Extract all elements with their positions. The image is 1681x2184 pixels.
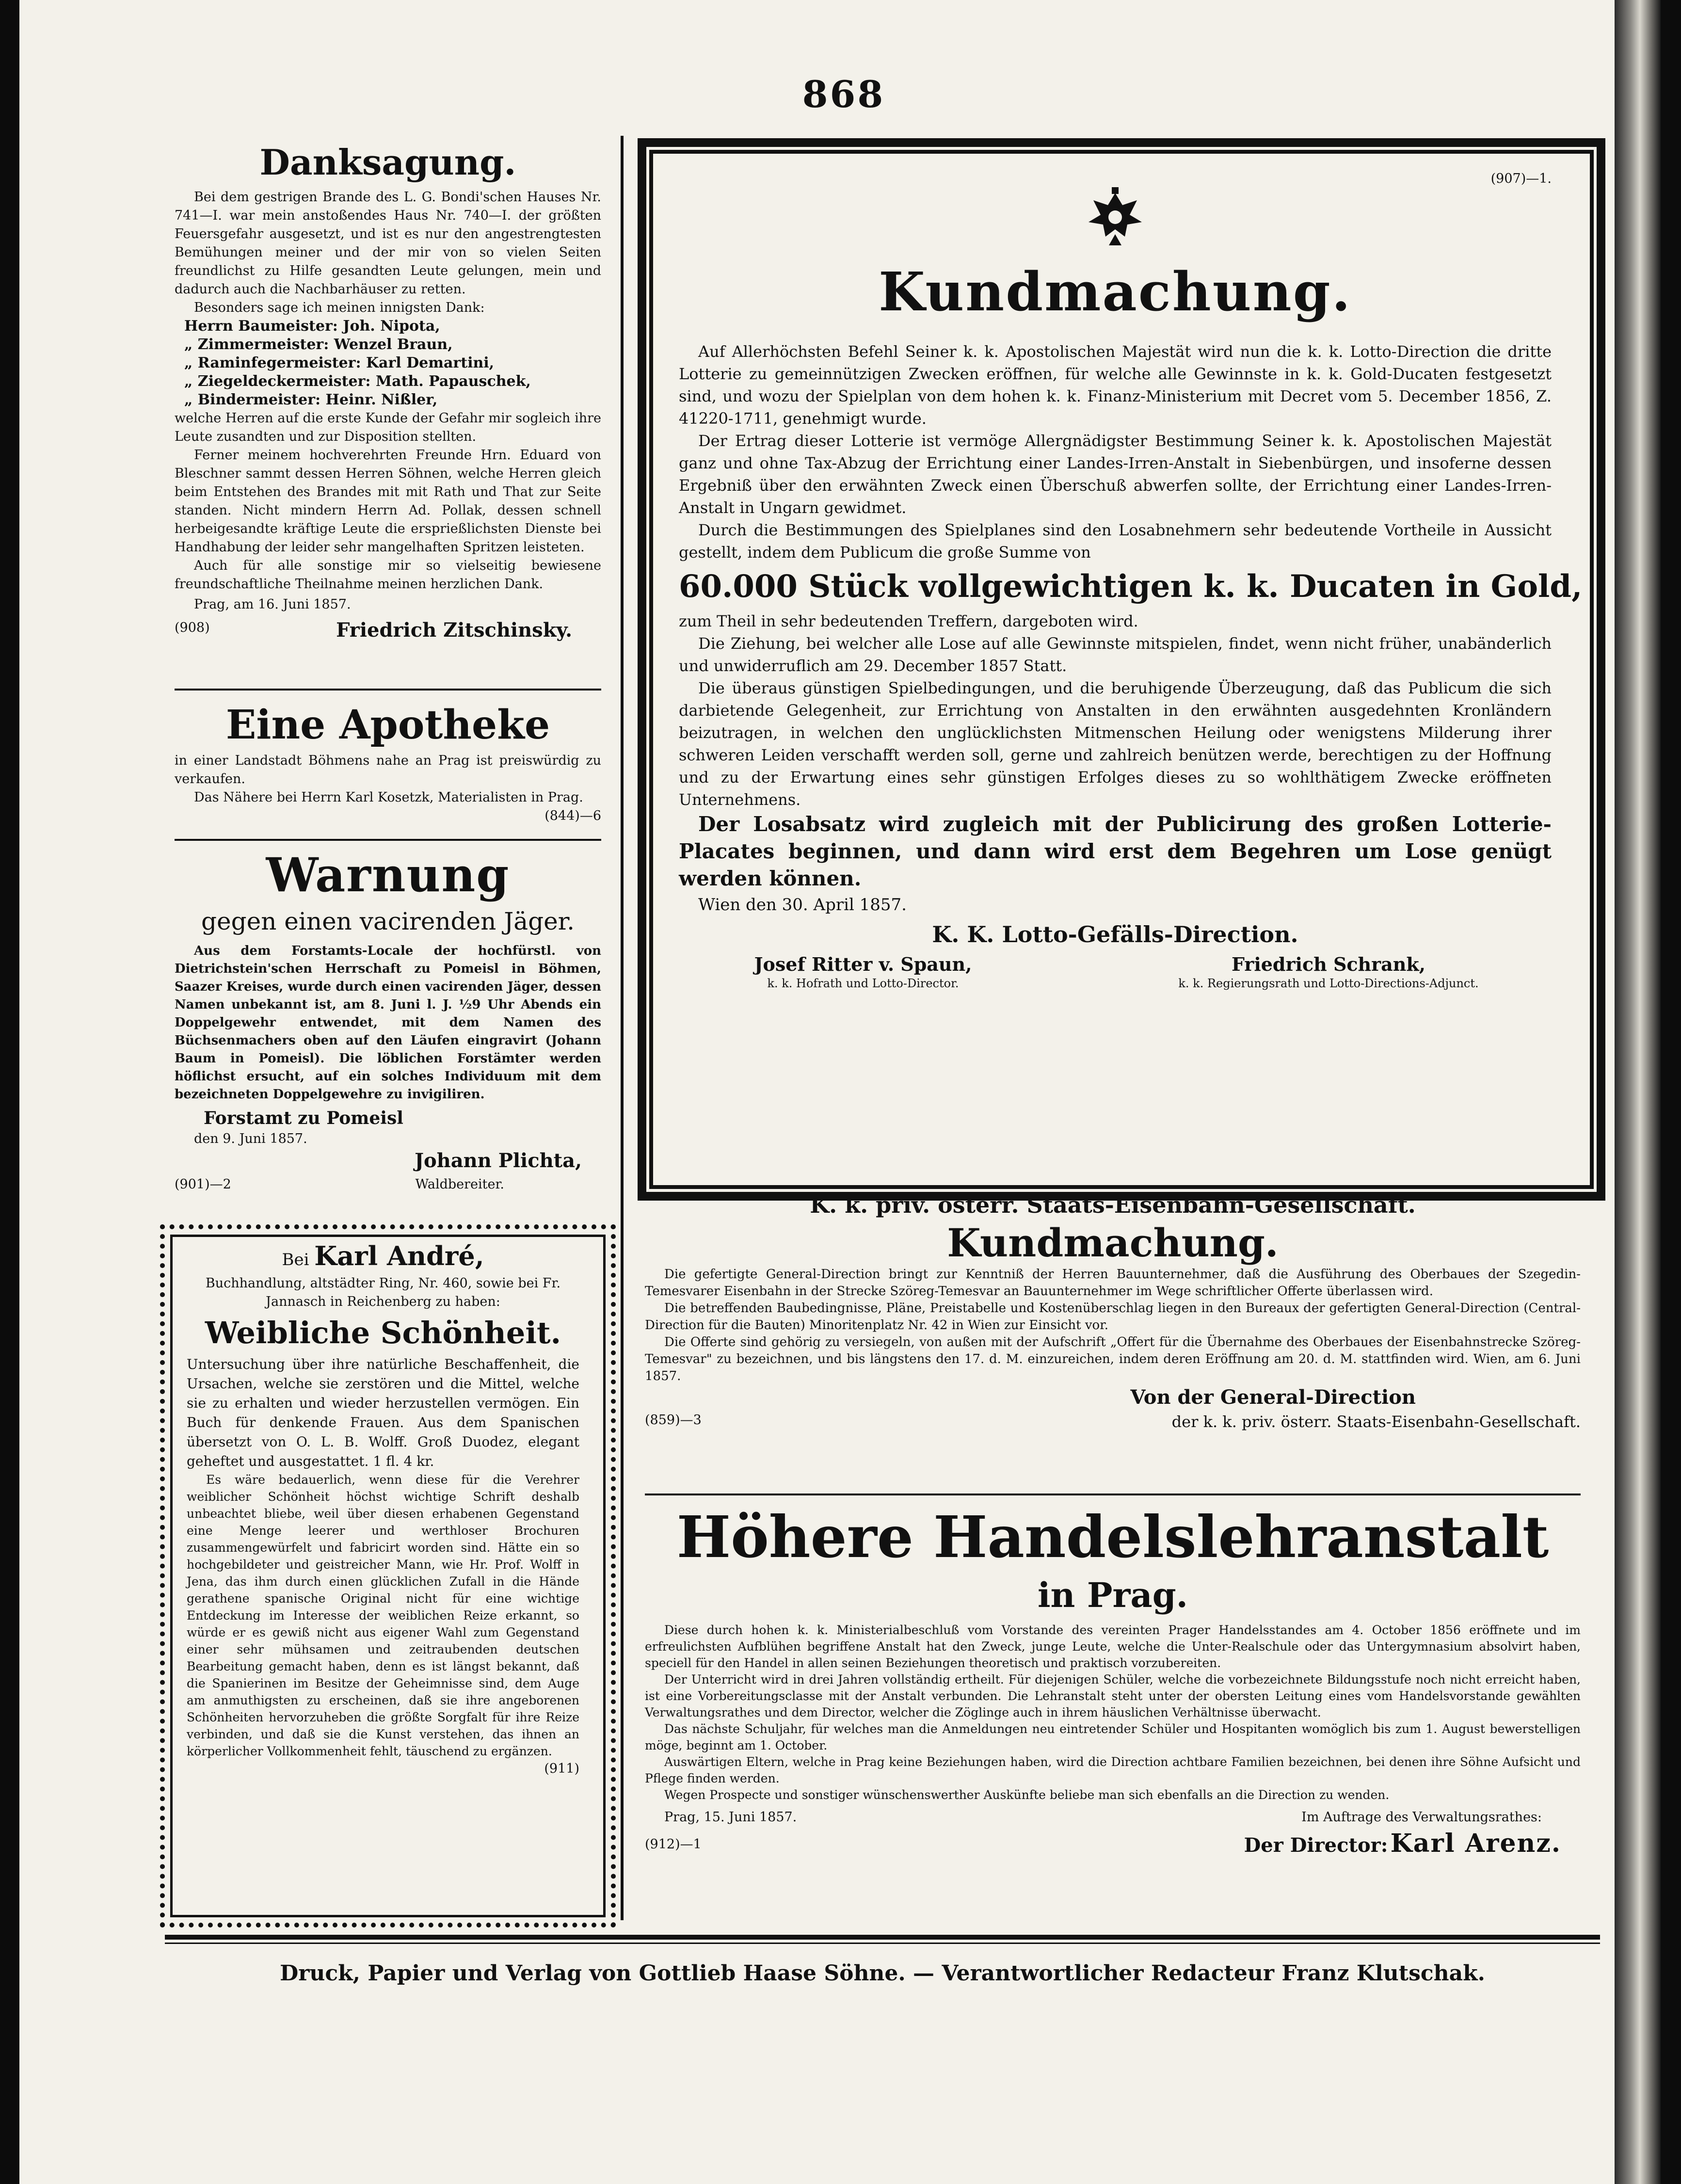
andre-ref: (911) (544, 1761, 579, 1776)
handel-p4: Auswärtigen Eltern, welche in Prag keine Beziehungen haben, wird die Direction achtbare Familien bezeichnen, bei denen ihre Söhne Aufsicht und Pflege finden werden. (645, 1755, 1581, 1785)
andre-title: Weibliche Schönheit. (205, 1315, 561, 1350)
handel-date: Prag, 15. Juni 1857. (664, 1810, 797, 1825)
page-number: 868 (802, 73, 885, 116)
lotto-p4: zum Theil in sehr bedeutenden Treffern, dargeboten wird. (679, 612, 1138, 630)
railway-announcement (645, 1190, 1581, 1432)
lotto-p5: Die Ziehung, bei welcher alle Lose auf alle Gewinnste mitspielen, findet, wenn nicht früher, unabänderlich und unwiderruflich am 29. December 1857 Statt. (679, 634, 1552, 675)
eagle-icon (1079, 183, 1152, 256)
warnung-date: den 9. Juni 1857. (194, 1131, 307, 1146)
newspaper-page (19, 0, 1661, 2184)
danksagung-notice (175, 141, 601, 642)
andre-body: Buchhandlung, altstädter Ring, Nr. 460, sowie bei Fr. Jannasch in Reichenberg zu haben: (205, 1276, 561, 1309)
lotto-sig1: Josef Ritter v. Spaun, (754, 953, 972, 975)
lotto-p3: Durch die Bestimmungen des Spielplanes sind den Losabnehmern sehr bedeutende Vortheile in Aussicht gestellt, indem dem Publicum die große Summe von (679, 521, 1552, 562)
railway-p3: Die Offerte sind gehörig zu versiegeln, von außen mit der Aufschrift „Offert für die Übernahme des Oberbaues der Eisenbahnstrecke Szöreg-Temesvar" zu bezeichnen, und bis längstens den 17. d. M. einzureichen, indem deren Eröffnung am 20. d. M. stattfinden wird. Wien, am 6. Juni 1857. (645, 1335, 1581, 1383)
railway-ref: (859)—3 (645, 1413, 702, 1428)
name-line: „ Ziegeldeckermeister: Math. Papauschek, (184, 373, 531, 390)
danksagung-body2: welche Herren auf die erste Kunde der Gefahr mir sogleich ihre Leute zusandten und zur Disposition stellten. (175, 411, 601, 444)
warnung-body: Aus dem Forstamts-Locale der hochfürstl. von Dietrichstein'schen Herrschaft zu Pomeisl in Böhmen, Saazer Kreises, wurde durch einen vacirenden Jäger, dessen Namen unbekannt ist, am 8. Juni l. J. ½9 Uhr Abends ein Doppelgewehr entwendet, mit dem Namen des Büchsenmachers oben auf den Läufen eingravirt (Johann Baum in Pomeisl). Die löblichen Forstämter werden höflichst ersucht, auf ein solches Individuum mit dem bezeichneten Doppelgewehre zu invigiliren. (175, 944, 601, 1102)
warnung-subtitle: gegen einen vacirenden Jäger. (201, 907, 575, 935)
danksagung-thanks-intro: Besonders sage ich meinen innigsten Dank: (194, 300, 485, 315)
handel-p3: Das nächste Schuljahr, für welches man die Anmeldungen neu eintretender Schüler und Hospitanten womöglich bis zum 1. August bewerstelligen möge, beginnt am 1. October. (645, 1722, 1581, 1752)
footer-rule (165, 1935, 1600, 1940)
andre-ad (187, 1241, 579, 1778)
andre-body2: Untersuchung über ihre natürliche Beschaffenheit, die Ursachen, welche sie zerstören und die Mittel, welche sie zu erhalten und wieder herzustellen vermögen. Ein Buch für denkende Frauen. Aus dem Spanischen übersetzt von O. L. B. Wolff. Groß Duodez, elegant geheftet und ausgestattet. 1 fl. 4 kr. (187, 1356, 579, 1469)
lotto-p1: Auf Allerhöchsten Befehl Seiner k. k. Apostolischen Majestät wird nun die k. k. Lotto-Direction die dritte Lotterie zu gemeinnützigen Zwecken eröffnen, für welche alle Gewinnste in k. k. Gold-Ducaten festgesetzt sind, und wozu der Spielplan von dem hohen k. k. Finanz-Ministerium mit Decret vom 5. December 1856, Z. 41220-1711, genehmigt wurde. (679, 342, 1552, 428)
lotto-sig2: Friedrich Schrank, (1231, 953, 1425, 975)
double-eagle-emblem (679, 183, 1552, 258)
lotto-date: Wien den 30. April 1857. (698, 895, 907, 915)
apotheke-notice (175, 698, 601, 825)
danksagung-ref: (908) (175, 620, 210, 635)
warnung-place: Forstamt zu Pomeisl (204, 1108, 403, 1128)
warnung-notice (175, 846, 601, 1194)
railway-sig2: der k. k. priv. österr. Staats-Eisenbahn-Gesellschaft. (1171, 1413, 1581, 1431)
separator (175, 689, 601, 691)
lotto-p2: Der Ertrag dieser Lotterie ist vermöge Allergnädigster Bestimmung Seiner k. k. Apostolischen Majestät ganz und ohne Tax-Abzug der Errichtung einer Landes-Irren-Anstalt in Siebenbürgen, und insoferne dessen Ergebniß über den erwähnten Zweck einen Überschuß abwerfen sollte, der Errichtung einer Landes-Irren-Anstalt in Ungarn gewidmet. (679, 432, 1552, 517)
railway-p2: Die betreffenden Baubedingnisse, Pläne, Preistabelle und Kostenüberschlag liegen in den Bureaux der gefertigten General-Direction (Central-Direction für die Bauten) Minoritenplatz Nr. 42 in Wien zur Einsicht vor. (645, 1301, 1581, 1333)
lotto-big-amount: 60.000 Stück vollgewichtigen k. k. Ducaten in Gold, (679, 568, 1583, 605)
railway-title: Kundmachung. (947, 1220, 1279, 1266)
apotheke-body: in einer Landstadt Böhmens nahe an Prag ist preiswürdig zu verkaufen. (175, 753, 601, 787)
name-line: „ Bindermeister: Heinr. Nißler, (184, 391, 438, 408)
handel-notice (645, 1501, 1581, 1858)
page-binding-edge (1615, 0, 1661, 2184)
warnung-signer-role: Waldbereiter. (415, 1177, 504, 1192)
danksagung-names (175, 317, 601, 409)
apotheke-ref: (844)—6 (544, 808, 601, 823)
handel-p5: Wegen Prospecte und sonstiger wünschenswerther Auskünfte beliebe man sich ebenfalls an die Direction zu wenden. (664, 1788, 1390, 1802)
imprint-footer: Druck, Papier und Verlag von Gottlieb Haase Söhne. — Verantwortlicher Redacteur Franz Klutschak. (280, 1961, 1485, 1986)
andre-body3: Es wäre bedauerlich, wenn diese für die Verehrer weiblicher Schönheit höchst wichtige Schrift deshalb unbeachtet bliebe, weil über diesen erhabenen Gegenstand eine Menge leerer und werthloser Brochuren zusammengewürfelt und fabricirt worden sind. Hätte ein so hochgebildeter und geistreicher Mann, wie Hr. Prof. Wolff in Jena, das ihm durch einen glücklichen Zufall in die Hände gerathene spanische Original nicht für eine wichtige Entdeckung im Interesse der weiblichen Reize erkannt, so würde er es gewiß nicht aus eigener Wahl zum Gegenstand einer sehr mühsamen und zeitraubenden deutschen Bearbeitung gemacht haben, denn es ist längst bekannt, daß die Spanierinen im Besitze der Geheimnisse sind, dem Auge am anmuthigsten zu erscheinen, daß sie ihre angeborenen Schönheiten hervorzuheben die größte Sorgfalt für ihre Reize verbinden, und daß sie die Kunst verstehen, das ihnen an körperlicher Vollkommenheit fehlt, täuschend zu ergänzen. (187, 1473, 579, 1758)
handel-subtitle: in Prag. (1037, 1575, 1188, 1615)
handel-mandate: Im Auftrage des Verwaltungsrathes: (1301, 1810, 1542, 1825)
railway-p1: Die gefertigte General-Direction bringt zur Kenntniß der Herren Bauunternehmer, daß die Ausführung des Oberbaues der Szegedin-Temesvarer Eisenbahn in der Strecke Szöreg-Temesvar an Bauunternehmer im Wege schriftlicher Offerte überlassen wird. (645, 1267, 1581, 1299)
andre-line1: Bei (282, 1250, 309, 1269)
name-line: Herrn Baumeister: Joh. Nipota, (184, 318, 440, 335)
handel-p2: Der Unterricht wird in drei Jahren vollständig ertheilt. Für diejenigen Schüler, welche die vorbezeichnete Bildungsstufe noch nicht erreicht haben, ist eine Vorbereitungsclasse mit der Anstalt verbunden. Die Lehranstalt steht unter der obersten Leitung eines vom Handelsvorstande gewählten Verwaltungsrathes und dem Director, welcher die Zöglinge auch in ihrem häuslichen Verhältnisse überwacht. (645, 1672, 1581, 1719)
name-line: „ Zimmermeister: Wenzel Braun, (184, 336, 453, 353)
handel-director-label: Der Director: (1244, 1834, 1388, 1857)
danksagung-body4: Auch für alle sonstige mir so vielseitig bewiesene freundschaftliche Theilnahme meinen herzlichen Dank. (175, 558, 601, 592)
danksagung-body: Bei dem gestrigen Brande des L. G. Bondi'schen Hauses Nr. 741—I. war mein anstoßendes Haus Nr. 740—I. der größten Feuersgefahr ausgesetzt, und ist es nur den angestrengtesten Bemühungen meiner und der mir von so vielen Seiten freundlichst zu Hilfe gesandten Leute gelungen, mein und dadurch auch die Nachbarhäuser zu retten. (175, 190, 601, 297)
railway-sig1: Von der General-Direction (1130, 1386, 1416, 1409)
handel-title: Höhere Handelslehranstalt (676, 1503, 1549, 1571)
handel-ref: (912)—1 (645, 1837, 702, 1852)
footer-rule-thin (165, 1943, 1600, 1944)
handel-director: Karl Arenz. (1390, 1829, 1561, 1858)
railway-company: K. k. priv. österr. Staats-Eisenbahn-Gesellschaft. (810, 1192, 1416, 1218)
andre-name: Karl André, (314, 1240, 484, 1271)
lotto-p6: Die überaus günstigen Spielbedingungen, und die beruhigende Überzeugung, daß das Publicum die sich darbietende Gelegenheit, zur Errichtung von Anstalten in den erwähnten ausgedehnten Kronländern beizutragen, in welchen den unglücklichsten Mitmenschen Heilung oder wenigstens Milderung ihrer schweren Leiden verschafft werden soll, gerne und zahlreich benützen werde, berechtigen zu der Hoffnung und zu der Erwartung eines sehr günstigen Erfolges dieses zu so wohlthätigem Zwecke eröffneten Unternehmens. (679, 679, 1552, 809)
separator (175, 839, 601, 841)
lotto-sig2-role: k. k. Regierungsrath und Lotto-Directions-Adjunct. (1178, 977, 1479, 990)
danksagung-body3: Ferner meinem hochverehrten Freunde Hrn. Eduard von Bleschner sammt dessen Herren Söhnen, welche Herren gleich beim Entstehen des Brandes mit mit Rath und That zur Seite standen. Nicht mindern Herrn Ad. Pollak, dessen schnell herbeigesandte kräftige Leute die ersprießlichsten Dienste bei Handhabung der leider sehr mangelhaften Spritzen leisteten. (175, 448, 601, 555)
danksagung-title: Danksagung. (259, 142, 516, 183)
warnung-signer: Johann Plichta, (415, 1149, 582, 1172)
separator (645, 1493, 1581, 1495)
danksagung-date: Prag, am 16. Juni 1857. (194, 597, 351, 612)
apotheke-body2: Das Nähere bei Herrn Karl Kosetzk, Materialisten in Prag. (194, 790, 583, 805)
lotto-announcement (679, 170, 1583, 991)
danksagung-signature: Friedrich Zitschinsky. (336, 619, 572, 642)
handel-p1: Diese durch hohen k. k. Ministerialbeschluß vom Vorstande des vereinten Prager Handelsstandes am 4. October 1856 eröffnete und im erfreulichsten Aufblühen begriffene Anstalt hat den Zweck, junge Leute, welche die Unter-Realschule oder das Untergymnasium absolvirt haben, speciell für den Handel in allen seinen Beziehungen theoretisch und praktisch vorzubereiten. (645, 1623, 1581, 1670)
lotto-sig1-role: k. k. Hofrath und Lotto-Director. (767, 977, 959, 990)
lotto-authority: K. K. Lotto-Gefälls-Direction. (932, 921, 1298, 947)
lotto-bold: Der Losabsatz wird zugleich mit der Publicirung des großen Lotterie-Placates beginnen, und dann wird erst dem Begehren um Lose genügt werden können. (679, 812, 1552, 890)
column-divider (621, 136, 624, 1920)
lotto-ref: (907)—1. (1490, 171, 1552, 186)
apotheke-title: Eine Apotheke (225, 702, 550, 748)
warnung-title: Warnung (266, 848, 510, 902)
warnung-ref: (901)—2 (175, 1177, 231, 1192)
lotto-title: Kundmachung. (879, 260, 1352, 323)
name-line: „ Raminfegermeister: Karl Demartini, (184, 354, 495, 371)
